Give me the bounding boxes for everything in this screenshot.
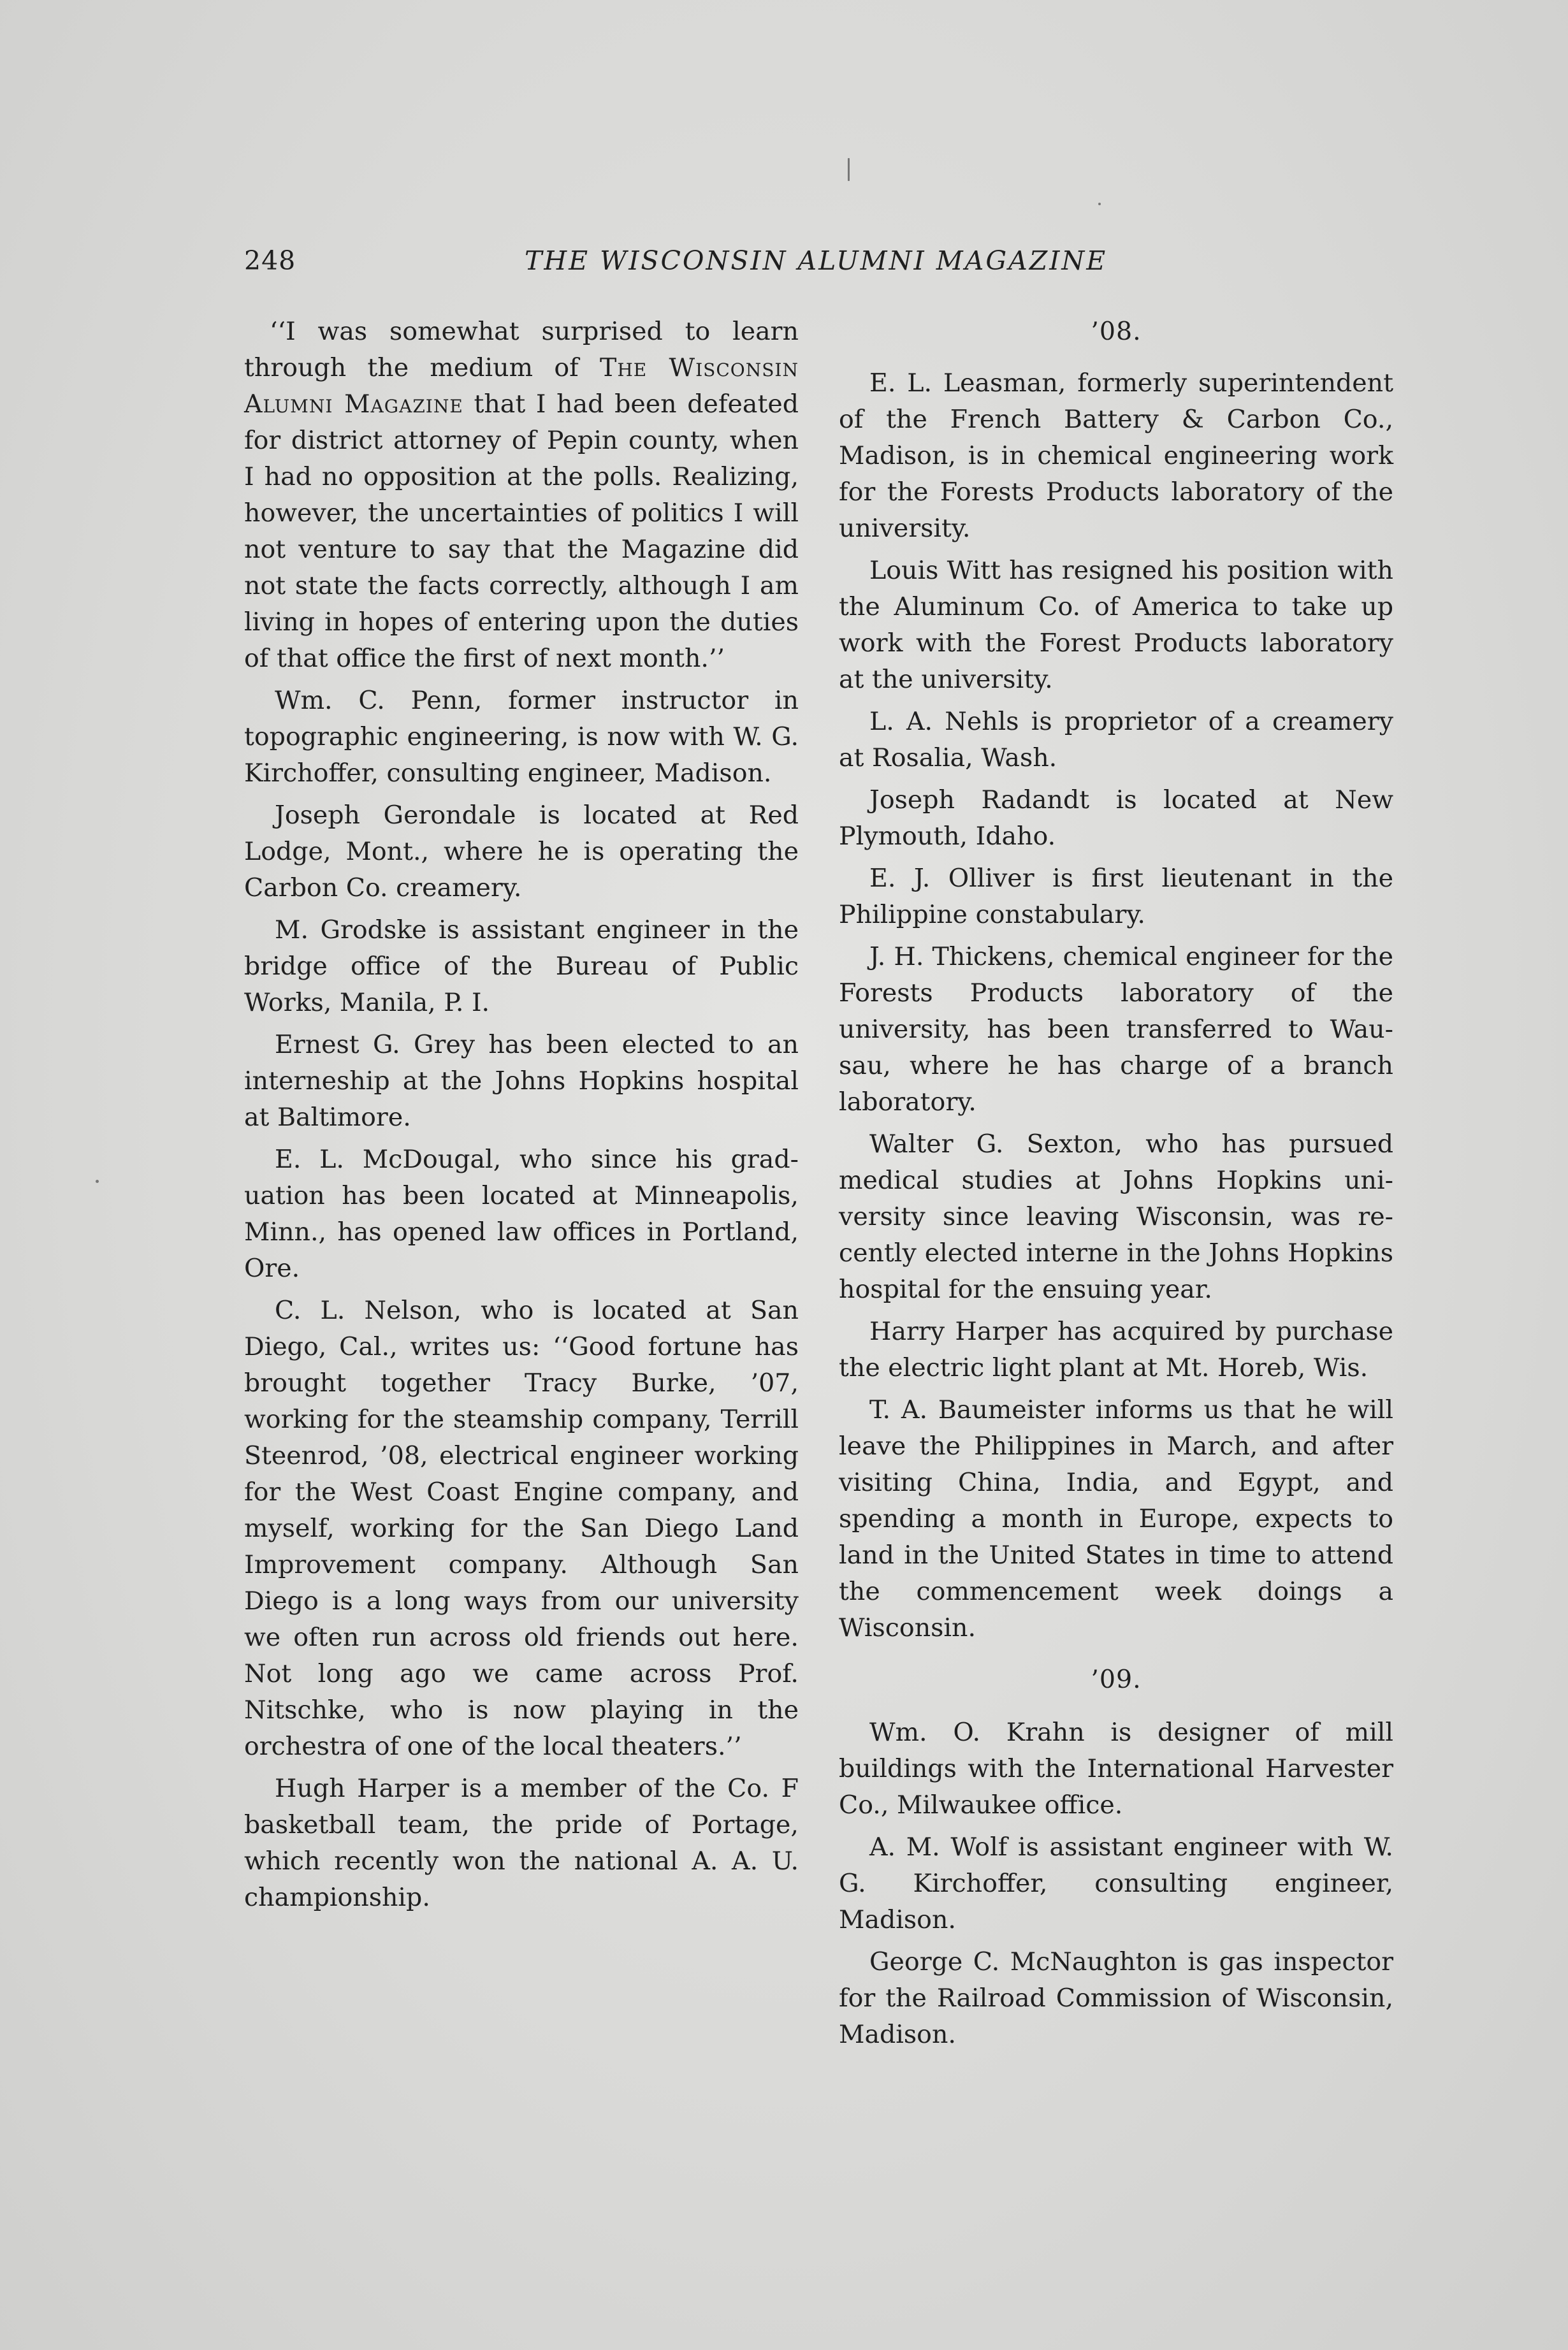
print-speck	[96, 1180, 99, 1183]
news-item-leasman: E. L. Leasman, formerly superintendent of the French Battery & Carbon Co., Madison, is in chemical engineering work for the Forests Products laboratory of the university.	[839, 368, 1393, 543]
news-item-witt: Louis Witt has resigned his position with the Aluminum Co. of America to take up work with the Forest Products laboratory at the university.	[839, 556, 1393, 694]
running-title: THE WISCONSIN ALUMNI MAGAZINE	[525, 245, 1108, 276]
news-item-harry-harper: Harry Harper has acquired by purchase the electric light plant at Mt. Horeb, Wis.	[839, 1317, 1393, 1382]
news-item-olliver: E. J. Olliver is first lieutenant in the Philippine constabulary.	[839, 864, 1393, 929]
print-speck	[848, 158, 850, 181]
news-item-radandt: Joseph Radandt is located at New Plymouth, Idaho.	[839, 785, 1393, 851]
news-item-thickens: J. H. Thickens, chemical engineer for the Forests Products laboratory of the university, has been transferred to Wausau, where he has charge of a branch laboratory.	[839, 942, 1393, 1117]
page-header	[244, 245, 1391, 284]
news-item-baumeister: T. A. Baumeister informs us that he will leave the Philippines in March, and after visiting China, India, and Egypt, and spending a month in Europe, expects to land in the United States in time to attend the commencement week doings a Wisconsin.	[839, 1395, 1393, 1643]
news-item-sexton: Walter G. Sexton, who has pursued medical studies at Johns Hopkins university since leaving Wisconsin, was recently elected interne in the Johns Hopkins hospital for the ensuing year.	[839, 1129, 1393, 1304]
left-column	[244, 314, 799, 1922]
page-number: 248	[244, 245, 296, 276]
quote-text-start: ‘‘I was somewhat surprised to learn through the medium of	[244, 317, 799, 382]
news-item-wolf: A. M. Wolf is assistant engineer with W. G. Kirchoffer, consulting engineer, Madison.	[839, 1832, 1393, 1934]
news-item-grey: Ernest G. Grey has been elected to an interneship at the Johns Hopkins hospital at Baltimore.	[244, 1030, 799, 1132]
news-item-penn: Wm. C. Penn, former instructor in topographic engineering, is now with W. G. Kirchoffer, consulting engineer, Madison.	[244, 686, 799, 788]
news-item-grodske: M. Grodske is assistant engineer in the bridge office of the Bureau of Public Works, Manila, P. I.	[244, 915, 799, 1017]
class-year-heading-08: ’08.	[1091, 317, 1142, 346]
news-item-gerondale: Joseph Gerondale is located at Red Lodge, Mont., where he is operating the Carbon Co. creamery.	[244, 801, 799, 903]
news-item-nelson: C. L. Nelson, who is located at San Diego, Cal., writes us: ‘‘Good fortune has brought together Tracy Burke, ’07, working for the steamship company, Terrill Steenrod, ’08, electrical engineer working for the West Coast Engine company, and myself, working for the San Diego Land Improvement company. Although San Diego is a long ways from our university we often run across old friends out here. Not long ago we came across Prof. Nitschke, who is now playing in the orchestra of one of the local theaters.’’	[244, 1296, 799, 1761]
news-item-krahn: Wm. O. Krahn is designer of mill buildings with the International Harvester Co., Milwaukee office.	[839, 1718, 1393, 1820]
quote-text-end: that I had been defeated for district attorney of Pepin county, when I had no opposition at the polls. Realizing, however, the uncertainties of politics I will not venture to say that the Magazine did not state the facts correctly, although I am living in hopes of entering upon the duties of that office the first of next month.’’	[244, 389, 799, 673]
letter-quote-paragraph	[244, 314, 799, 677]
magazine-name: The Wisconsin Alumni Magazine	[244, 353, 799, 419]
news-item-nehls: L. A. Nehls is proprietor of a creamery at Rosalia, Wash.	[839, 707, 1393, 772]
news-item-mcdougal: E. L. McDougal, who since his graduation has been located at Minneapolis, Minn., has opened law offices in Portland, Ore.	[244, 1145, 799, 1283]
news-item-hugh-harper: Hugh Harper is a member of the Co. F basketball team, the pride of Portage, which recently won the national A. A. U. championship.	[244, 1774, 799, 1912]
right-column	[839, 314, 1393, 2059]
class-year-heading-09: ’09.	[1091, 1665, 1142, 1694]
print-speck	[1098, 203, 1101, 205]
news-item-mcnaughton: George C. McNaughton is gas inspector for the Railroad Commission of Wisconsin, Madison.	[839, 1947, 1393, 2049]
